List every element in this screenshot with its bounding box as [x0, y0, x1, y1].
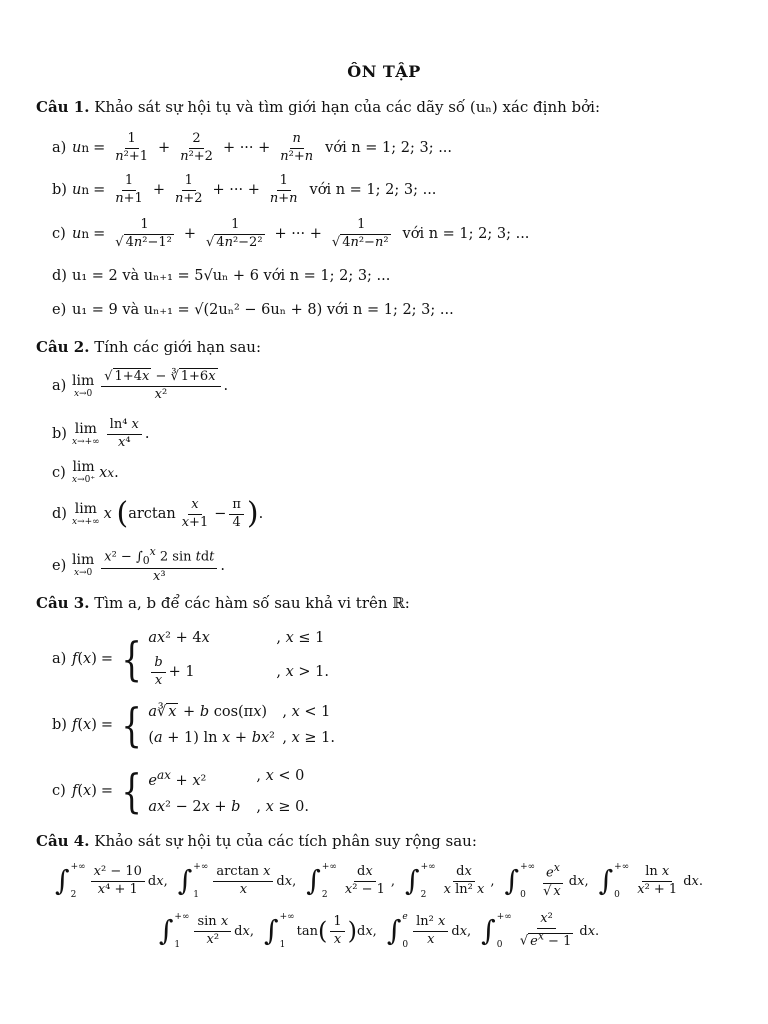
item-tail: với n = 1; 2; 3; ... — [309, 182, 437, 199]
integrals-row-2: ∫ +∞ 1 $\frac{\text{sin x}}{\text{x²}}$ d x , ∫ +∞ 1 tan ( $\frac{1}{x}$ ) d x , ∫ e 0 $\frac{\text{ln² x}}{x}$ d x , ∫ +∞ 0 $\frac{\text{x²}}{√ e^x - 1}$ d x . — [158, 911, 600, 950]
item-label: b) — [52, 426, 67, 443]
q3-item-c: c) f ( x ) = { $e^{ax} + x^2$ , x < 0 ax² − 2x + b , x ≥ 0. — [52, 764, 309, 819]
q2-item-a: a) lim x→0 $\frac{√ 1+4x - ∛ 1+6x}{\text{x²}}$ . — [52, 369, 229, 402]
item-label: d) — [52, 506, 67, 523]
question-3-label: Câu 3. — [36, 594, 90, 612]
item-label: c) — [52, 783, 66, 800]
question-4 — [36, 832, 477, 850]
q3-item-a: a) f ( x ) = { ax² + 4x , x ≤ 1 $\frac{b}{x}$ + 1 , x > 1. — [52, 630, 329, 688]
question-4-label: Câu 4. — [36, 832, 90, 850]
question-2-text: Tính các giới hạn sau: — [94, 338, 262, 356]
item-label: c) — [52, 226, 66, 243]
q2-item-e: e) lim x→0 $\frac{x^2 - \int_0^x 2 \sin tdt}{\text{x³}}$ . — [52, 545, 226, 585]
q1-item-c: c) u n = $\frac{1}{\text{√ 4n²−1²}}$ + $\frac{1}{\text{√ 4n²−2²}}$ + ··· + $\frac{1}{\text{√ 4n²−n²}}$ với n = 1; 2; 3; ... — [52, 217, 530, 250]
page-title: ÔN TẬP — [347, 62, 421, 81]
question-1-label: Câu 1. — [36, 98, 90, 116]
item-label: a) — [52, 378, 67, 395]
question-1 — [36, 98, 600, 116]
item-label: b) — [52, 717, 67, 733]
question-3 — [36, 594, 410, 612]
item-tail: với n = 1; 2; 3; ... — [402, 226, 530, 243]
question-2-label: Câu 2. — [36, 338, 90, 356]
q2-item-c: c) lim x→0⁺ x x . — [52, 459, 119, 485]
q1-item-a: a) u n = $\frac{1}{\text{n²+1}}$ + $\frac{2}{\text{n²+2}}$ + ··· + $\frac{n}{\text{n²+n}}$ với n = 1; 2; 3; ... — [52, 131, 453, 164]
item-label: b) — [52, 182, 67, 199]
q1-item-d — [52, 268, 390, 284]
integrals-row-1: ∫ +∞ 2 $\frac{\text{x² − 10}}{\text{x⁴ + 1}}$ d x , ∫ +∞ 1 $\frac{\text{arctan x}}{x}$ d x , ∫ +∞ 2 $\frac{dx}{\text{x² − 1}}$ , ∫ +∞ 2 $\frac{dx}{\text{x ln² x}}$ , ∫ +∞ 0 $\frac{e^x}{√ x}$ d x , ∫ +∞ 0 $\frac{\text{ln x}}{\text{x² + 1}}$ d x . — [54, 861, 704, 900]
q2-item-b: b) lim x→+∞ $\frac{\text{ln⁴ x}}{\text{x⁴}}$ . — [52, 417, 150, 450]
q3-item-b: b) f ( x ) = { a∛ x + b cos(πx) , x < 1 (a + 1) ln x + bx² , x ≥ 1. — [52, 698, 335, 752]
item-text: u₁ = 9 và uₙ₊₁ = √(2uₙ² − 6uₙ + 8) với n = 1; 2; 3; ... — [72, 302, 454, 318]
item-text: u₁ = 2 và uₙ₊₁ = 5√uₙ + 6 với n = 1; 2; 3; ... — [72, 268, 391, 284]
question-1-text: Khảo sát sự hội tụ và tìm giới hạn của các dãy số (uₙ) xác định bởi: — [94, 98, 601, 116]
item-label: e) — [52, 302, 67, 318]
q1-item-e — [52, 302, 454, 318]
question-4-text: Khảo sát sự hội tụ của các tích phân suy rộng sau: — [94, 832, 477, 850]
item-tail: với n = 1; 2; 3; ... — [325, 140, 453, 157]
item-label: e) — [52, 557, 67, 574]
item-label: a) — [52, 651, 67, 668]
item-label: c) — [52, 464, 66, 481]
question-3-text: Tìm a, b để các hàm số sau khả vi trên ℝ: — [94, 594, 410, 612]
question-2 — [36, 338, 261, 356]
item-label: a) — [52, 140, 67, 157]
q1-item-b: b) u n = $\frac{1}{n+1}$ + $\frac{1}{n+2}$ + ··· + $\frac{1}{n+n}$ với n = 1; 2; 3; ... — [52, 173, 437, 206]
item-label: d) — [52, 268, 67, 284]
q2-item-d: d) lim x→+∞ x ( arctan $\frac{x}{x+1}$ − $\frac{\pi}{4}$ ) . — [52, 496, 264, 532]
